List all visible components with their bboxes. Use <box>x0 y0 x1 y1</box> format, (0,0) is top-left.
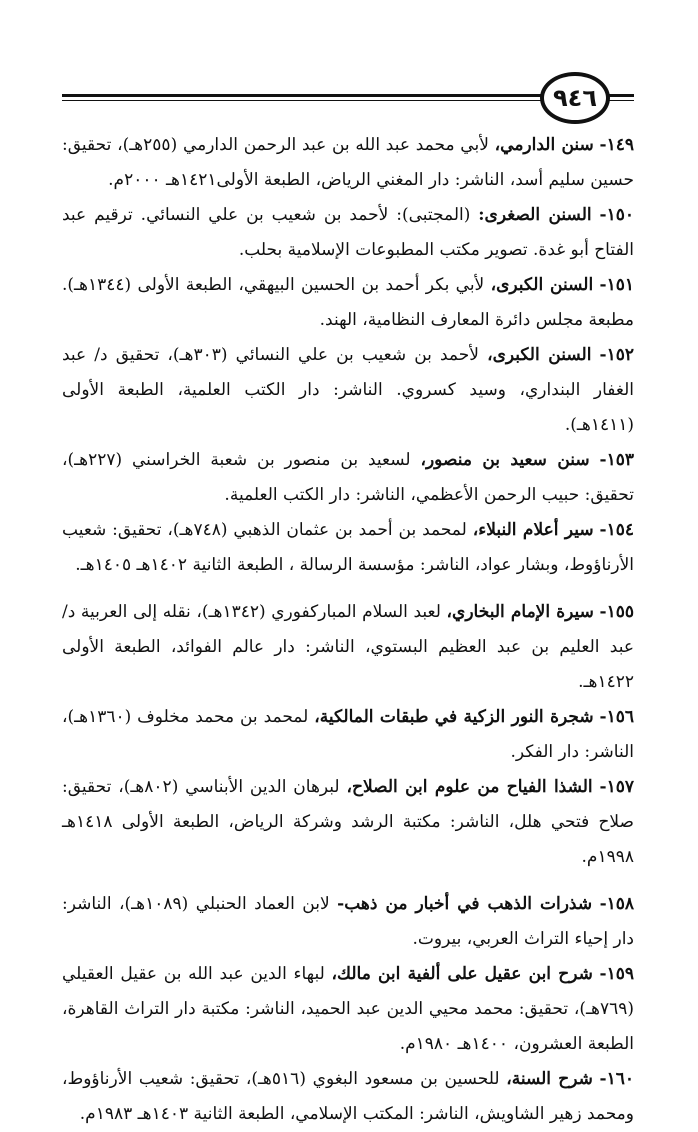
entry-text: لسعيد بن منصور بن شعبة الخراسني (٢٢٧هـ)، تحقيق: حبيب الرحمن الأعظمي، الناشر: دار الكتب العلمية. <box>62 450 634 505</box>
bibliography-entry <box>62 770 634 875</box>
entry-text: لعبد السلام المباركفوري (١٣٤٢هـ)، نقله إلى العربية د/ عبد العليم بن عبد العظيم البستوي، الناشر: دار عالم الفوائد، الطبعة الأولى ١٤٢٢هـ. <box>62 602 634 692</box>
entry-text: لأبي محمد عبد الله بن عبد الرحمن الدارمي (٢٥٥هـ)، تحقيق: حسين سليم أسد، الناشر: دار المغني الرياض، الطبعة الأولى١٤٢١هـ ٢٠٠٠م. <box>62 135 634 190</box>
entry-number: ١٥٤- <box>599 520 634 540</box>
entry-title: الشذا الفياح من علوم ابن الصلاح، <box>346 777 593 797</box>
header-rule-thin <box>62 100 564 101</box>
entry-text: (المجتبى): لأحمد بن شعيب بن علي النسائي. ترقيم عبد الفتاح أبو غدة. تصوير مكتب المطبوعات الإسلامية بحلب. <box>62 205 634 260</box>
entry-text: لبهاء الدين عبد الله بن عقيل العقيلي (٧٦٩هـ)، تحقيق: محمد محيي الدين عبد الحميد، الناشر: مكتبة دار التراث القاهرة، الطبعة العشرون، ١٤٠٠هـ ١٩٨٠م. <box>62 964 634 1054</box>
entry-number: ١٥٩- <box>599 964 634 984</box>
entry-number: ١٥٧- <box>599 777 634 797</box>
bibliography-entry <box>62 700 634 770</box>
entry-title: سنن سعيد بن منصور، <box>420 450 590 470</box>
entry-number: ١٥٥- <box>599 602 634 622</box>
bibliography-entry <box>62 443 634 513</box>
entry-title: شجرة النور الزكية في طبقات المالكية، <box>314 707 594 727</box>
entry-title: شرح ابن عقيل على ألفية ابن مالك، <box>331 964 593 984</box>
entry-number: ١٥٨- <box>599 894 635 914</box>
bibliography-entry <box>62 1062 634 1132</box>
entry-number: ١٥٢- <box>599 345 635 365</box>
entry-title: السنن الكبرى، <box>487 345 592 365</box>
bibliography-entry <box>62 338 634 443</box>
header-rule <box>62 94 564 97</box>
entry-text: لأحمد بن شعيب بن علي النسائي (٣٠٣هـ)، تحقيق د/ عبد الغفار البنداري، وسيد كسروي. الناشر: دار الكتب العلمية، الطبعة الأولى (١٤١١هـ). <box>62 345 634 435</box>
bibliography-entry <box>62 513 634 583</box>
entry-title: سير أعلام النبلاء، <box>472 520 594 540</box>
entry-number: ١٦٠- <box>599 1069 634 1089</box>
entry-number: ١٥١- <box>599 275 634 295</box>
bibliography-entry <box>62 887 634 957</box>
entry-text: لأبي بكر أحمد بن الحسين البيهقي، الطبعة الأولى (١٣٤٤هـ). مطبعة مجلس دائرة المعارف النظامية، الهند. <box>62 275 634 330</box>
entry-text: للحسين بن مسعود البغوي (٥١٦هـ)، تحقيق: شعيب الأرناؤوط، ومحمد زهير الشاويش، الناشر: المكتب الإسلامي، الطبعة الثانية ١٤٠٣هـ ١٩٨٣م. <box>62 1069 634 1124</box>
entry-number: ١٥٦- <box>599 707 634 727</box>
entry-text: لمحمد بن أحمد بن عثمان الذهبي (٧٤٨هـ)، تحقيق: شعيب الأرناؤوط، وبشار عواد، الناشر: مؤسسة الرسالة ، الطبعة الثانية ١٤٠٢هـ ١٤٠٥هـ. <box>62 520 634 575</box>
bibliography-entry <box>62 957 634 1062</box>
entry-title: سيرة الإمام البخاري، <box>446 602 594 622</box>
entry-title: السنن الكبرى، <box>490 275 594 295</box>
entry-text: لمحمد بن محمد مخلوف (١٣٦٠هـ)، الناشر: دار الفكر. <box>62 707 634 762</box>
entry-number: ١٤٩- <box>599 135 634 155</box>
bibliography-entry <box>62 268 634 338</box>
bibliography-entry <box>62 595 634 700</box>
entry-title: شذرات الذهب في أخبار من ذهب- <box>337 894 593 914</box>
bibliography-entry <box>62 128 634 198</box>
entry-text: لابن العماد الحنبلي (١٠٨٩هـ)، الناشر: دار إحياء التراث العربي، بيروت. <box>62 894 634 949</box>
entry-title: السنن الصغرى: <box>478 205 592 225</box>
page-number: ٩٤٦ <box>553 84 597 112</box>
bibliography-entry <box>62 198 634 268</box>
page-number-badge <box>540 72 610 124</box>
entry-number: ١٥٠- <box>599 205 634 225</box>
page-header <box>62 62 634 134</box>
entry-title: سنن الدارمي، <box>494 135 594 155</box>
entry-number: ١٥٣- <box>599 450 634 470</box>
entry-text: لبرهان الدين الأبناسي (٨٠٢هـ)، تحقيق: صلاح فتحي هلل، الناشر: مكتبة الرشد وشركة الرياض، الطبعة الأولى ١٤١٨هـ ١٩٩٨م. <box>62 777 634 867</box>
entry-title: شرح السنة، <box>506 1069 593 1089</box>
bibliography-list <box>62 128 634 1132</box>
